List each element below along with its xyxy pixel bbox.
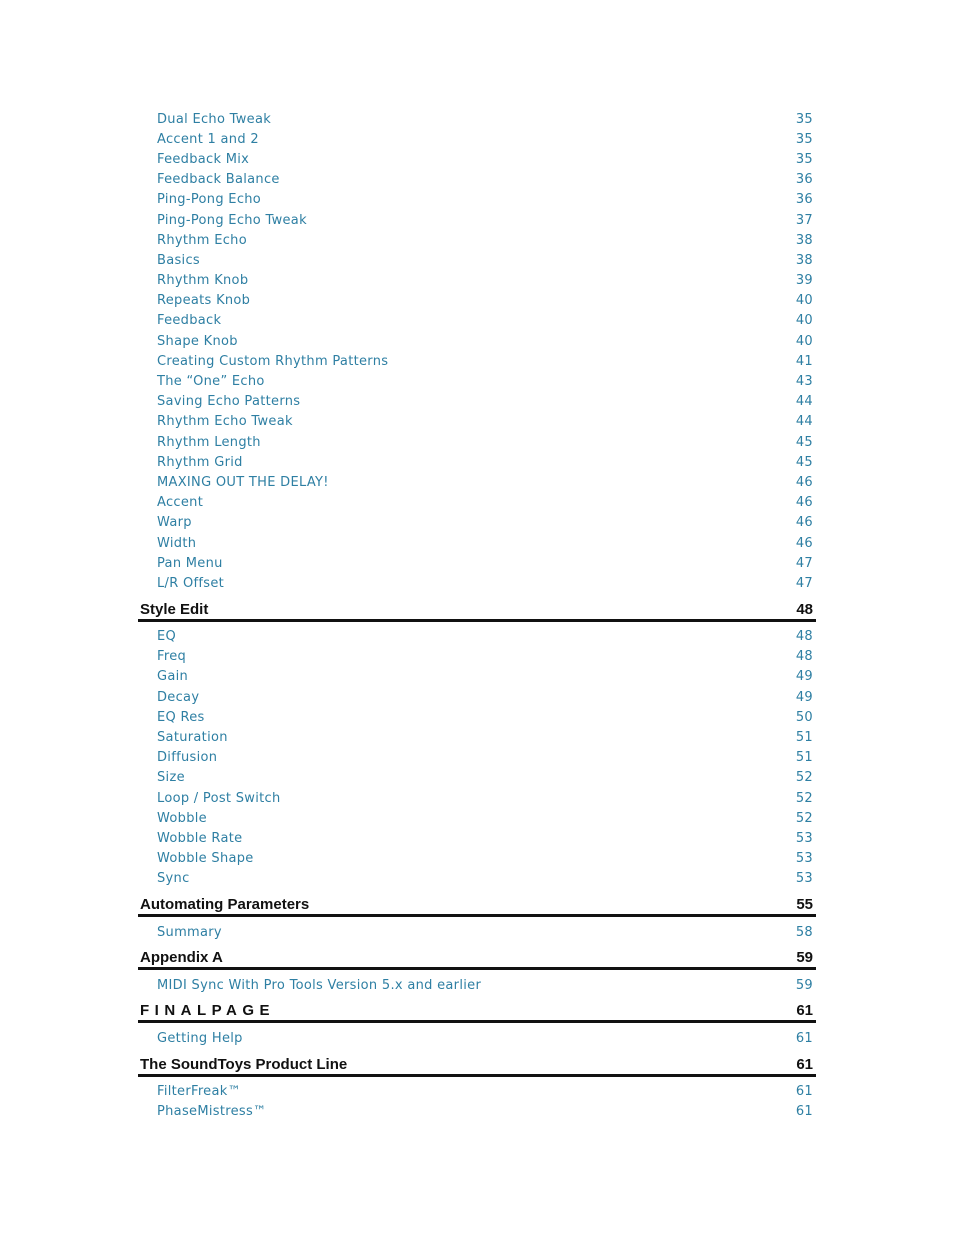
toc-entry[interactable] — [138, 210, 816, 230]
toc-entry-title: Wobble Rate — [157, 830, 243, 846]
toc-entry[interactable] — [138, 493, 816, 513]
toc-entry-page-number: 47 — [795, 555, 813, 571]
toc-entry-page-number: 52 — [795, 790, 813, 806]
toc-entry[interactable] — [138, 311, 816, 331]
toc-entry-title: Sync — [157, 871, 190, 887]
toc-entry[interactable] — [138, 149, 816, 169]
toc-entry[interactable] — [138, 392, 816, 412]
toc-entry-page-number: 35 — [795, 111, 813, 127]
toc-entry-title: Rhythm Echo Tweak — [157, 414, 293, 430]
toc-entry[interactable] — [138, 727, 816, 747]
toc-entry-title: Freq — [157, 649, 187, 665]
toc-entry[interactable] — [138, 1082, 816, 1102]
toc-entry-page-number: 47 — [795, 575, 813, 591]
toc-entry-title: Warp — [157, 515, 192, 531]
toc-section-page-number: 61 — [796, 1055, 813, 1073]
toc-entry[interactable] — [138, 291, 816, 311]
toc-entry-title: Saturation — [157, 730, 228, 746]
toc-entry-page-number: 53 — [795, 830, 813, 846]
toc-entry-page-number: 52 — [795, 810, 813, 826]
toc-entry-title: Accent 1 and 2 — [157, 131, 259, 147]
toc-entry-title: Gain — [157, 669, 189, 685]
toc-entry-title: EQ Res — [157, 709, 205, 725]
toc-entry[interactable] — [138, 190, 816, 210]
toc-entry-title: Basics — [157, 252, 200, 268]
toc-entry-title: Decay — [157, 689, 200, 705]
toc-entry-title: Feedback — [157, 313, 222, 329]
toc-entry[interactable] — [138, 788, 816, 808]
toc-entry-page-number: 35 — [795, 131, 813, 147]
toc-entry-page-number: 61 — [795, 1084, 813, 1100]
toc-section-page-number: 61 — [796, 1002, 813, 1020]
toc-entry-title: EQ — [157, 629, 177, 645]
toc-entry[interactable] — [138, 331, 816, 351]
toc-entry[interactable] — [138, 129, 816, 149]
toc-entry-page-number: 59 — [795, 977, 813, 993]
toc-entry[interactable] — [138, 627, 816, 647]
toc-entry-title: Wobble Shape — [157, 851, 254, 867]
toc-entry-title: Size — [157, 770, 185, 786]
toc-entry[interactable] — [138, 170, 816, 190]
table-of-contents — [138, 109, 816, 1122]
toc-entry-page-number: 45 — [795, 434, 813, 450]
toc-entry[interactable] — [138, 271, 816, 291]
toc-entry-title: Repeats Knob — [157, 293, 251, 309]
toc-entry-page-number: 36 — [795, 172, 813, 188]
toc-entry-page-number: 50 — [795, 709, 813, 725]
toc-entry-page-number: 61 — [795, 1104, 813, 1120]
toc-entry-page-number: 61 — [795, 1030, 813, 1046]
toc-entry-page-number: 46 — [795, 515, 813, 531]
toc-entry-page-number: 40 — [795, 313, 813, 329]
toc-section-heading[interactable] — [138, 894, 816, 917]
toc-entry[interactable] — [138, 109, 816, 129]
toc-entry-title: Wobble — [157, 810, 207, 826]
toc-section-heading[interactable] — [138, 599, 816, 622]
toc-entry-page-number: 44 — [795, 414, 813, 430]
toc-section-heading[interactable] — [138, 1000, 816, 1023]
toc-section-title: The SoundToys Product Line — [140, 1055, 348, 1073]
toc-entry[interactable] — [138, 869, 816, 889]
toc-entry-page-number: 43 — [795, 374, 813, 390]
toc-entry[interactable] — [138, 828, 816, 848]
toc-entry-page-number: 36 — [795, 192, 813, 208]
toc-entry[interactable] — [138, 768, 816, 788]
toc-entry[interactable] — [138, 687, 816, 707]
toc-section-title: Style Edit — [140, 600, 209, 618]
toc-entry-title: FilterFreak™ — [157, 1084, 241, 1100]
toc-entry-page-number: 39 — [795, 273, 813, 289]
toc-entry-page-number: 53 — [795, 871, 813, 887]
toc-entry-page-number: 51 — [795, 750, 813, 766]
toc-entry-title: Width — [157, 535, 197, 551]
toc-entry-title: Feedback Balance — [157, 172, 280, 188]
toc-section-heading[interactable] — [138, 1054, 816, 1077]
toc-entry-title: Shape Knob — [157, 333, 238, 349]
toc-entry[interactable] — [138, 922, 816, 942]
toc-entry-page-number: 46 — [795, 495, 813, 511]
toc-entry[interactable] — [138, 1028, 816, 1048]
toc-entry[interactable] — [138, 849, 816, 869]
toc-entry-title: Saving Echo Patterns — [157, 394, 301, 410]
toc-entry-title: Rhythm Length — [157, 434, 261, 450]
toc-entry-title: Ping-Pong Echo — [157, 192, 262, 208]
toc-entry[interactable] — [138, 513, 816, 533]
toc-entry-title: Getting Help — [157, 1030, 243, 1046]
toc-entry[interactable] — [138, 371, 816, 391]
toc-entry-title: Loop / Post Switch — [157, 790, 281, 806]
toc-entry[interactable] — [138, 250, 816, 270]
toc-entry[interactable] — [138, 432, 816, 452]
toc-entry[interactable] — [138, 808, 816, 828]
toc-entry[interactable] — [138, 230, 816, 250]
toc-entry[interactable] — [138, 573, 816, 593]
toc-entry-title: Rhythm Knob — [157, 273, 249, 289]
toc-entry-title: L/R Offset — [157, 575, 225, 591]
toc-section-title: Automating Parameters — [140, 895, 310, 913]
toc-entry[interactable] — [138, 452, 816, 472]
toc-entry-page-number: 44 — [795, 394, 813, 410]
toc-entry-title: Rhythm Echo — [157, 232, 247, 248]
toc-entry-title: Diffusion — [157, 750, 218, 766]
toc-section-page-number: 59 — [796, 949, 813, 967]
toc-entry-title: Ping-Pong Echo Tweak — [157, 212, 307, 228]
toc-entry-page-number: 46 — [795, 535, 813, 551]
toc-entry[interactable] — [138, 748, 816, 768]
toc-entry-page-number: 53 — [795, 851, 813, 867]
toc-entry-page-number: 40 — [795, 293, 813, 309]
toc-entry-page-number: 41 — [795, 353, 813, 369]
toc-entry[interactable] — [138, 533, 816, 553]
toc-section-title: Appendix A — [140, 949, 223, 967]
toc-entry-page-number: 37 — [795, 212, 813, 228]
toc-entry[interactable] — [138, 647, 816, 667]
toc-entry-page-number: 52 — [795, 770, 813, 786]
toc-entry-title: Creating Custom Rhythm Patterns — [157, 353, 389, 369]
toc-entry-title: Dual Echo Tweak — [157, 111, 272, 127]
toc-section-title: FINALPAGE — [140, 1002, 276, 1020]
toc-entry[interactable] — [138, 667, 816, 687]
toc-entry[interactable] — [138, 1102, 816, 1122]
toc-entry-page-number: 46 — [795, 474, 813, 490]
toc-entry[interactable] — [138, 412, 816, 432]
toc-entry-title: Accent — [157, 495, 204, 511]
toc-section-heading[interactable] — [138, 947, 816, 970]
toc-entry-title: The “One” Echo — [157, 374, 265, 390]
toc-entry-page-number: 49 — [795, 689, 813, 705]
toc-entry-page-number: 48 — [795, 629, 813, 645]
toc-entry[interactable] — [138, 553, 816, 573]
toc-section-page-number: 48 — [796, 600, 813, 618]
toc-entry-page-number: 51 — [795, 730, 813, 746]
toc-entry-page-number: 48 — [795, 649, 813, 665]
toc-entry-page-number: 49 — [795, 669, 813, 685]
toc-section-page-number: 55 — [796, 895, 813, 913]
toc-entry[interactable] — [138, 472, 816, 492]
toc-entry-page-number: 40 — [795, 333, 813, 349]
toc-entry[interactable] — [138, 707, 816, 727]
toc-entry-page-number: 38 — [795, 232, 813, 248]
toc-entry-title: PhaseMistress™ — [157, 1104, 267, 1120]
toc-entry-title: Feedback Mix — [157, 151, 250, 167]
toc-entry-title: Summary — [157, 924, 222, 940]
toc-entry-page-number: 45 — [795, 454, 813, 470]
toc-entry[interactable] — [138, 975, 816, 995]
toc-entry-title: MAXING OUT THE DELAY! — [157, 474, 329, 490]
toc-entry-page-number: 58 — [795, 924, 813, 940]
toc-entry-title: Rhythm Grid — [157, 454, 243, 470]
toc-entry-title: MIDI Sync With Pro Tools Version 5.x and earlier — [157, 977, 482, 993]
toc-entry-title: Pan Menu — [157, 555, 223, 571]
toc-entry-page-number: 35 — [795, 151, 813, 167]
toc-entry[interactable] — [138, 351, 816, 371]
toc-entry-page-number: 38 — [795, 252, 813, 268]
